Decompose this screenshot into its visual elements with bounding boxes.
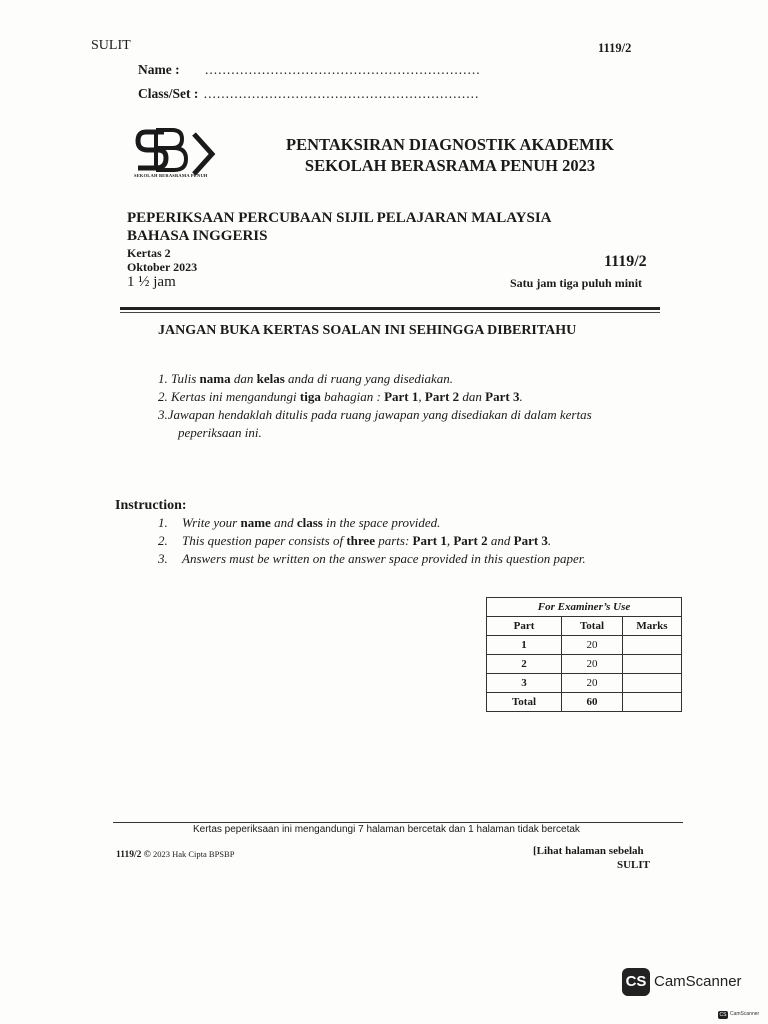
text: class bbox=[296, 515, 323, 530]
list-number: 3. bbox=[158, 551, 168, 566]
footer-sulit: SULIT bbox=[617, 859, 651, 871]
text: dan bbox=[459, 389, 486, 404]
table-row bbox=[487, 636, 682, 655]
name-field-row bbox=[138, 62, 481, 78]
total-cell: 20 bbox=[562, 636, 623, 655]
text: Answers must be written on the answer space provided in this question paper. bbox=[182, 551, 586, 566]
text: Part 1 bbox=[384, 389, 419, 404]
footer-copyright: 2023 Hak Cipta BPSBP bbox=[150, 849, 235, 859]
text: . bbox=[547, 533, 552, 548]
total-cell: 20 bbox=[562, 655, 623, 674]
table-row bbox=[487, 674, 682, 693]
camscanner-small-logo-icon: CS bbox=[719, 1012, 727, 1018]
exam-duration: 1 ½ jam bbox=[127, 274, 176, 290]
text: and bbox=[270, 515, 297, 530]
title-line-1: PENTAKSIRAN DIAGNOSTIK AKADEMIK bbox=[286, 135, 614, 154]
text: in the space provided. bbox=[322, 515, 441, 530]
column-header-total: Total bbox=[562, 617, 623, 636]
camscanner-watermark: CamScanner bbox=[654, 973, 742, 990]
text: name bbox=[240, 515, 271, 530]
exam-paper: Kertas 2 bbox=[127, 246, 171, 260]
text: 1. Tulis bbox=[158, 371, 200, 386]
exam-duration-words: Satu jam tiga puluh minit bbox=[510, 276, 643, 290]
list-number: 1. bbox=[158, 515, 168, 530]
marks-cell bbox=[623, 693, 682, 712]
malay-instruction-1 bbox=[158, 371, 453, 387]
column-header-marks: Marks bbox=[623, 617, 682, 636]
text: . bbox=[519, 389, 523, 404]
text: Part 1 bbox=[412, 533, 447, 548]
header-sulit: SULIT bbox=[91, 38, 131, 53]
examiner-table bbox=[486, 597, 682, 712]
instruction-heading: Instruction: bbox=[115, 498, 187, 513]
total-cell: 20 bbox=[562, 674, 623, 693]
exam-month: Oktober 2023 bbox=[127, 260, 198, 274]
class-dots: ............................................................... bbox=[203, 86, 480, 101]
name-label: Name : bbox=[138, 62, 180, 77]
exam-subject: BAHASA INGGERIS bbox=[127, 228, 268, 244]
malay-instruction-2 bbox=[158, 389, 523, 405]
text: bahagian : bbox=[320, 389, 385, 404]
title-line-2: SEKOLAH BERASRAMA PENUH 2023 bbox=[304, 156, 596, 175]
header-paper-code: 1119/2 bbox=[598, 41, 632, 55]
footer-code-text: 1119/2 © bbox=[116, 850, 151, 860]
text: 2. Kertas ini mengandungi bbox=[158, 389, 300, 404]
malay-instruction-3-cont: peperiksaan ini. bbox=[178, 425, 262, 440]
marks-cell bbox=[623, 636, 682, 655]
part-cell: Total bbox=[487, 693, 562, 712]
text: Part 3 bbox=[485, 389, 520, 404]
instruction-2 bbox=[158, 533, 551, 549]
malay-instruction-3: 3.Jawapan hendaklah ditulis pada ruang jawapan yang disediakan di dalam kertas bbox=[158, 407, 592, 422]
table-row bbox=[487, 655, 682, 674]
footer-code bbox=[116, 849, 234, 860]
text: parts: bbox=[374, 533, 413, 548]
part-cell: 2 bbox=[487, 655, 562, 674]
instruction-1 bbox=[158, 515, 440, 531]
text: , bbox=[446, 533, 454, 548]
text: tiga bbox=[299, 389, 321, 404]
text: Part 2 bbox=[453, 533, 488, 548]
camscanner-small-watermark: CamScanner bbox=[730, 1011, 760, 1017]
exam-name: PEPERIKSAAN PERCUBAAN SIJIL PELAJARAN MALAYSIA bbox=[127, 210, 552, 226]
text: This question paper consists of bbox=[182, 533, 347, 548]
text: Part 2 bbox=[424, 389, 460, 404]
text: , bbox=[418, 389, 425, 404]
total-cell: 60 bbox=[562, 693, 623, 712]
camscanner-logo-icon: CS bbox=[622, 968, 650, 996]
text: dan bbox=[230, 371, 257, 386]
marks-cell bbox=[623, 674, 682, 693]
footer-page-note: Kertas peperiksaan ini mengandungi 7 halaman bercetak dan 1 halaman tidak bercetak bbox=[193, 824, 580, 835]
text: three bbox=[346, 533, 375, 548]
examiner-table-caption: For Examiner’s Use bbox=[487, 598, 682, 617]
name-dots: ............................................................... bbox=[204, 62, 481, 77]
warning-text: JANGAN BUKA KERTAS SOALAN INI SEHINGGA DIBERITAHU bbox=[158, 323, 577, 338]
text: kelas bbox=[256, 371, 285, 386]
text: nama bbox=[199, 371, 231, 386]
text: anda di ruang yang disediakan. bbox=[284, 371, 454, 386]
footer-next-page: [Lihat halaman sebelah bbox=[533, 845, 644, 857]
class-label: Class/Set : bbox=[138, 86, 199, 101]
text: Part 3 bbox=[513, 533, 548, 548]
footer-divider bbox=[113, 822, 683, 823]
marks-cell bbox=[623, 655, 682, 674]
list-number: 2. bbox=[158, 533, 168, 548]
part-cell: 3 bbox=[487, 674, 562, 693]
divider-thick bbox=[120, 307, 660, 310]
table-row bbox=[487, 693, 682, 712]
logo-caption: SEKOLAH BERASRAMA PENUH bbox=[134, 173, 208, 178]
column-header-part: Part bbox=[487, 617, 562, 636]
class-field-row bbox=[138, 86, 479, 102]
text: and bbox=[487, 533, 514, 548]
instruction-3 bbox=[158, 551, 586, 567]
divider-thin bbox=[120, 312, 660, 313]
part-cell: 1 bbox=[487, 636, 562, 655]
text: Write your bbox=[182, 515, 241, 530]
exam-code: 1119/2 bbox=[604, 253, 647, 270]
